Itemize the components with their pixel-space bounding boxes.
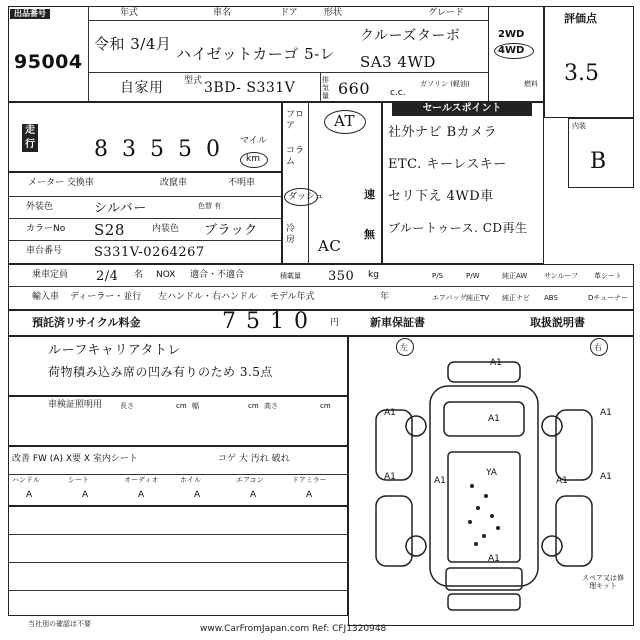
sales-point-1: 社外ナビ Bカメラ: [388, 125, 498, 140]
load-unit: kg: [368, 270, 379, 280]
recycle-unit: 円: [330, 318, 340, 328]
car-value: ハイゼットカーゴ 5-レ: [176, 45, 336, 63]
dash-label: ダッシュ: [288, 192, 324, 202]
mark-1: A1: [490, 358, 502, 368]
blank-frame: [8, 506, 348, 616]
condition-label-1: シート: [68, 476, 89, 484]
option-pw: P/W: [466, 272, 480, 280]
condition-value-4: A: [250, 490, 257, 500]
model-year-unit: 年: [380, 292, 390, 302]
color-code-label: カラーNo: [26, 224, 66, 234]
load-value: 350: [328, 269, 355, 284]
mark-7: A1: [434, 476, 446, 486]
floor-label: フロア: [286, 110, 305, 131]
option-aw: 純正AW: [502, 272, 528, 280]
sales-point-3: セリ下え 4WD車: [388, 189, 494, 204]
mileage-unit-label: マイル: [240, 136, 267, 146]
drive-4wd: 4WD: [498, 45, 525, 56]
passengers-unit: 名: [134, 270, 144, 280]
mark-6: A1: [600, 472, 612, 482]
recycle-label: 預託済リサイクル料金: [32, 316, 141, 329]
manual-label: 取扱説明書: [530, 316, 585, 329]
diagram-right-label: 右: [594, 343, 602, 352]
mark-3: A1: [384, 408, 396, 418]
option-tv: 純正TV: [466, 294, 490, 302]
mark-5: A1: [384, 472, 396, 482]
option-leather: 革シート: [594, 272, 622, 280]
type-label: 形状: [324, 8, 343, 18]
color-value: シルバー: [94, 201, 147, 216]
mark-4: A1: [600, 408, 612, 418]
score-label: 評価点: [564, 12, 597, 25]
doors-label: ドア: [280, 8, 298, 18]
mileage-value: 83550: [94, 137, 234, 162]
length-label: 長さ: [120, 402, 134, 410]
chassis-value: S331V-0264267: [94, 245, 205, 260]
meter-note-3: 不明車: [228, 178, 256, 188]
condition-value-5: A: [306, 490, 313, 500]
mark-10: YA: [486, 468, 497, 478]
diagram-left-label: 左: [400, 343, 408, 352]
length-unit: cm: [176, 402, 187, 410]
model-year-label: モデル年式: [270, 292, 315, 302]
option-airbag: エアバッグ: [432, 294, 467, 302]
year-value: 令和 3/4月: [94, 35, 172, 53]
condition-label-4: エアコン: [236, 476, 264, 484]
condition-value-1: A: [82, 490, 89, 500]
color-label: 外装色: [26, 202, 54, 212]
reg-label: 車検証照明用: [48, 400, 103, 410]
mark-9: A1: [488, 554, 500, 564]
drive-2wd: 2WD: [498, 29, 525, 40]
car-label: 車名: [213, 8, 232, 18]
condition-row-1b: コゲ 大 汚れ 破れ: [218, 454, 290, 464]
nox-values: 適合・不適合: [190, 270, 245, 280]
load-label: 積載量: [280, 272, 301, 280]
column-label: コラム: [286, 146, 305, 167]
condition-label-5: ドアミラー: [292, 476, 327, 484]
displacement-unit: c.c.: [390, 88, 406, 98]
condition-value-2: A: [138, 490, 145, 500]
transmission-value: AT: [334, 112, 356, 130]
import-values: ディーラー・並行: [70, 292, 142, 302]
nox-label: NOX: [156, 270, 176, 280]
meter-note-2: 改竄車: [160, 178, 188, 188]
meter-note-1: メーター 交換車: [28, 178, 94, 188]
condition-labels: [10, 476, 346, 488]
recycle-value: 7510: [222, 309, 318, 334]
spare-label: スペア又は修理キット: [582, 574, 624, 590]
sales-point-2: ETC. キーレスキー: [388, 157, 507, 172]
sales-point-4: ブルートゥース. CD再生: [388, 221, 528, 235]
condition-label-2: オーディオ: [124, 476, 159, 484]
year-label: 年式: [120, 8, 139, 18]
height-label: 高さ: [264, 402, 278, 410]
model-code-value: 3BD- S331V: [204, 80, 296, 96]
handle-values: 左ハンドル・右ハンドル: [158, 292, 258, 302]
width-unit: cm: [248, 402, 259, 410]
mileage-unit-km: km: [246, 154, 260, 164]
mark-8: A1: [556, 476, 568, 486]
height-unit: cm: [320, 402, 331, 410]
category-value: 自家用: [120, 80, 164, 96]
none-label: 無: [364, 228, 375, 241]
option-sunroof: サンルーフ: [544, 272, 579, 280]
displacement-label: 排気量: [322, 76, 329, 100]
option-navi: 純正ナビ: [502, 294, 530, 302]
interior-grade-label: 内装: [572, 122, 586, 130]
note-line-1: ルーフキャリアタトレ: [48, 343, 181, 358]
condition-values: [10, 490, 346, 502]
ac-value: AC: [318, 237, 342, 255]
grade-label: グレード: [428, 8, 465, 18]
option-abs: ABS: [544, 294, 558, 302]
chassis-label: 車台番号: [26, 246, 63, 256]
interior-grade-value: B: [590, 149, 607, 174]
watermark: www.CarFromJapan.com Ref: CFJ1320948: [200, 624, 387, 634]
mark-2: A1: [488, 414, 500, 424]
displacement-value: 660: [338, 79, 371, 98]
condition-label-3: ホイル: [180, 476, 201, 484]
inspection-label: 新車保証書: [370, 316, 425, 329]
condition-row-1: 改善 FW (A) X要 X 室内シート: [12, 454, 138, 464]
condition-label-0: ハンドル: [12, 476, 40, 484]
lot-label: 出品番号: [10, 9, 50, 19]
color-code-value: S28: [94, 221, 125, 239]
option-dtuner: Dチューナー: [588, 294, 629, 302]
score-value: 3.5: [564, 61, 599, 86]
model-code-label: 型式: [184, 76, 203, 86]
condition-value-0: A: [26, 490, 33, 500]
fuel-values: ガソリン (軽油): [420, 80, 470, 88]
mileage-label: 走行: [22, 124, 38, 152]
note-line-2: 荷物積み込み席の凹み有りのため 3.5点: [48, 365, 273, 379]
sales-points-label: セールスポイント: [392, 102, 532, 116]
import-label: 輸入車: [32, 292, 60, 302]
passengers-value: 2/4: [96, 269, 119, 284]
option-ps: P/S: [432, 272, 444, 280]
passengers-label: 乗車定員: [32, 270, 69, 280]
speed-label: 速: [364, 188, 375, 201]
auction-sheet: [8, 6, 634, 636]
interior-value: ブラック: [204, 223, 258, 238]
interior-label: 内装色: [152, 224, 180, 234]
fuel-label: 燃料: [524, 80, 538, 88]
lot-number: 95004: [14, 51, 83, 73]
footer-note: 当社別の確認は不要: [28, 620, 91, 628]
ac-label: 冷房: [286, 224, 296, 245]
grade-value-2: SA3 4WD: [360, 53, 436, 71]
grade-value: クルーズターボ: [360, 28, 461, 44]
condition-value-3: A: [194, 490, 201, 500]
width-label: 幅: [192, 402, 199, 410]
color-note: 色替 有: [198, 202, 222, 210]
